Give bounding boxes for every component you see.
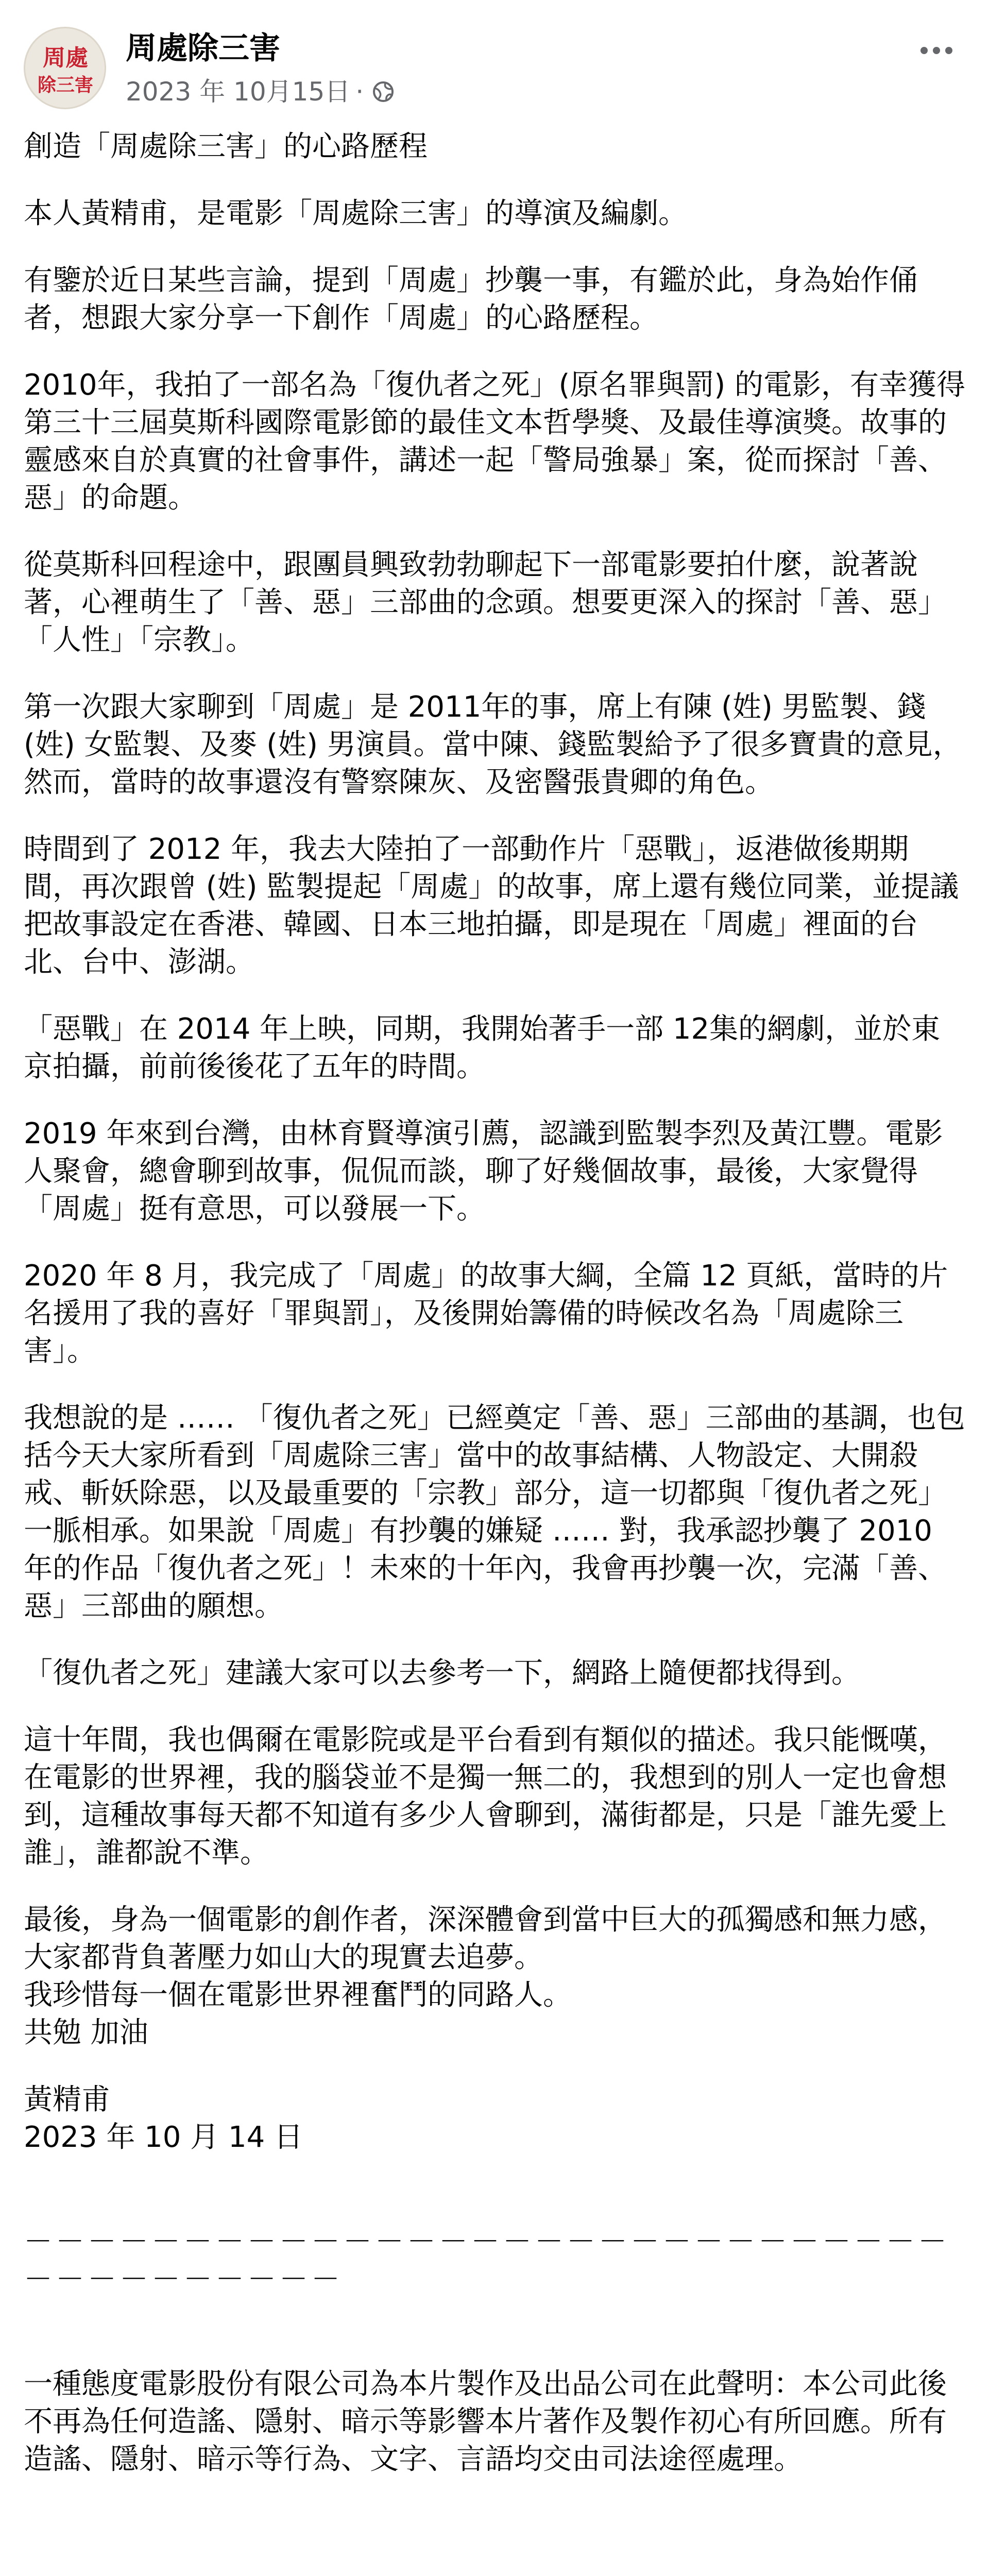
post-date[interactable]: 2023 年 10月15日 bbox=[126, 77, 351, 107]
globe-icon[interactable] bbox=[371, 79, 396, 104]
svg-text:周處: 周處 bbox=[43, 45, 88, 71]
spacer bbox=[24, 2156, 965, 2223]
more-options-icon bbox=[920, 47, 928, 54]
author-name[interactable]: 周處除三害 bbox=[126, 30, 280, 66]
avatar[interactable] bbox=[24, 27, 106, 109]
paragraph-2014: 「惡戰」在 2014 年上映，同期，我開始著手一部 12集的網劇，並於東京拍攝，前前後後花了五年的時間。 bbox=[24, 1012, 941, 1083]
closing-line: 最後，身為一個電影的創作者，深深體會到當中巨大的孤獨感和無力感，大家都背負著壓力如山大的現實去追夢。 bbox=[24, 1903, 947, 1974]
paragraph-2011: 第一次跟大家聊到「周處」是 2011年的事，席上有陳 (姓) 男監製、錢 (姓) 女監製、及麥 (姓) 男演員。當中陳、錢監製給予了很多寶貴的意見，然而，當時的故事還沒有警察陳灰、及密醫張貴卿的角色。 bbox=[24, 690, 962, 799]
paragraph-moscow: 從莫斯科回程途中，跟團員興致勃勃聊起下一部電影要拍什麼，說著說著，心裡萌生了「善、惡」三部曲的念頭。想要更深入的探討「善、惡」「人性」「宗教」。 bbox=[24, 548, 947, 657]
paragraph-2020: 2020 年 8 月，我完成了「周處」的故事大綱，全篇 12 頁紙，當時的片名援用了我的喜好「罪與罰」，及後開始籌備的時候改名為「周處除三害」。 bbox=[24, 1259, 948, 1368]
post-title: 創造「周處除三害」的心路歷程 bbox=[24, 130, 428, 163]
divider-line: －－－－－－－－－－－－－－－－－－－－－－－－－－－－－－－－－－－－－－－ bbox=[24, 2225, 950, 2296]
page-logo bbox=[35, 41, 96, 98]
signature-date: 2023 年 10 月 14 日 bbox=[24, 2121, 303, 2154]
meta-separator: · bbox=[355, 77, 364, 107]
post-body bbox=[24, 128, 965, 2478]
svg-text:除三害: 除三害 bbox=[37, 74, 94, 96]
post-header bbox=[24, 22, 966, 120]
spacer bbox=[24, 2052, 965, 2081]
signature-name: 黃精甫 bbox=[24, 2083, 110, 2116]
closing-line: 共勉 加油 bbox=[24, 2016, 148, 2049]
spacer bbox=[24, 2298, 965, 2365]
paragraph-statement: 我想說的是 …… 「復仇者之死」已經奠定「善、惡」三部曲的基調，也包括今天大家所看到「周處除三害」當中的故事結構、人物設定、大開殺戒、斬妖除惡，以及最重要的「宗教」部分，這一切都與「復仇者之死」一脈相承。如果說「周處」有抄襲的嫌疑 …… 對，我承認抄襲了 2010 年的作品「復仇者之死」！未來的十年內，我會再抄襲一次，完滿「善、惡」三部曲的願想。 bbox=[24, 1401, 965, 1623]
paragraph-decade: 這十年間，我也偶爾在電影院或是平台看到有類似的描述。我只能慨嘆，在電影的世界裡，我的腦袋並不是獨一無二的，我想到的別人一定也會想到，這種故事每天都不知道有多少人會聊到，滿街都是，只是「誰先愛上誰」，誰都說不準。 bbox=[24, 1723, 947, 1870]
closing-line: 我珍惜每一個在電影世界裡奮鬥的同路人。 bbox=[24, 1978, 572, 2012]
more-options-icon-dot bbox=[933, 47, 940, 54]
paragraph-2019: 2019 年來到台灣，由林育賢導演引薦，認識到監製李烈及黃江豐。電影人聚會，總會聊到故事，侃侃而談，聊了好幾個故事，最後，大家覺得「周處」挺有意思，可以發展一下。 bbox=[24, 1117, 943, 1226]
paragraph-intro: 本人黃精甫，是電影「周處除三害」的導演及編劇。 bbox=[24, 197, 687, 230]
more-options-button[interactable] bbox=[911, 34, 962, 67]
more-options-icon-dot bbox=[945, 47, 952, 54]
paragraph-2012: 時間到了 2012 年，我去大陸拍了一部動作片「惡戰」，返港做後期期間，再次跟曾 (姓) 監製提起「周處」的故事，席上還有幾位同業，並提議把故事設定在香港、韓國、日本三地拍攝，即是現在「周處」裡面的台北、台中、澎湖。 bbox=[24, 833, 959, 979]
post-meta bbox=[126, 75, 396, 108]
paragraph-reference: 「復仇者之死」建議大家可以去參考一下，網路上隨便都找得到。 bbox=[24, 1656, 860, 1690]
company-statement: 一種態度電影股份有限公司為本片製作及出品公司在此聲明：本公司此後不再為任何造謠、隱射、暗示等影響本片著作及製作初心有所回應。所有造謠、隱射、暗示等行為、文字、言語均交由司法途徑處理。 bbox=[24, 2367, 947, 2476]
paragraph-reason: 有鑒於近日某些言論，提到「周處」抄襲一事，有鑑於此，身為始作俑者，想跟大家分享一下創作「周處」的心路歷程。 bbox=[24, 264, 918, 335]
paragraph-2010: 2010年，我拍了一部名為「復仇者之死」(原名罪與罰) 的電影，有幸獲得第三十三屆莫斯科國際電影節的最佳文本哲學獎、及最佳導演獎。故事的靈感來自於真實的社會事件，講述一起「警局強暴」案，從而探討「善、惡」的命題。 bbox=[24, 368, 966, 515]
